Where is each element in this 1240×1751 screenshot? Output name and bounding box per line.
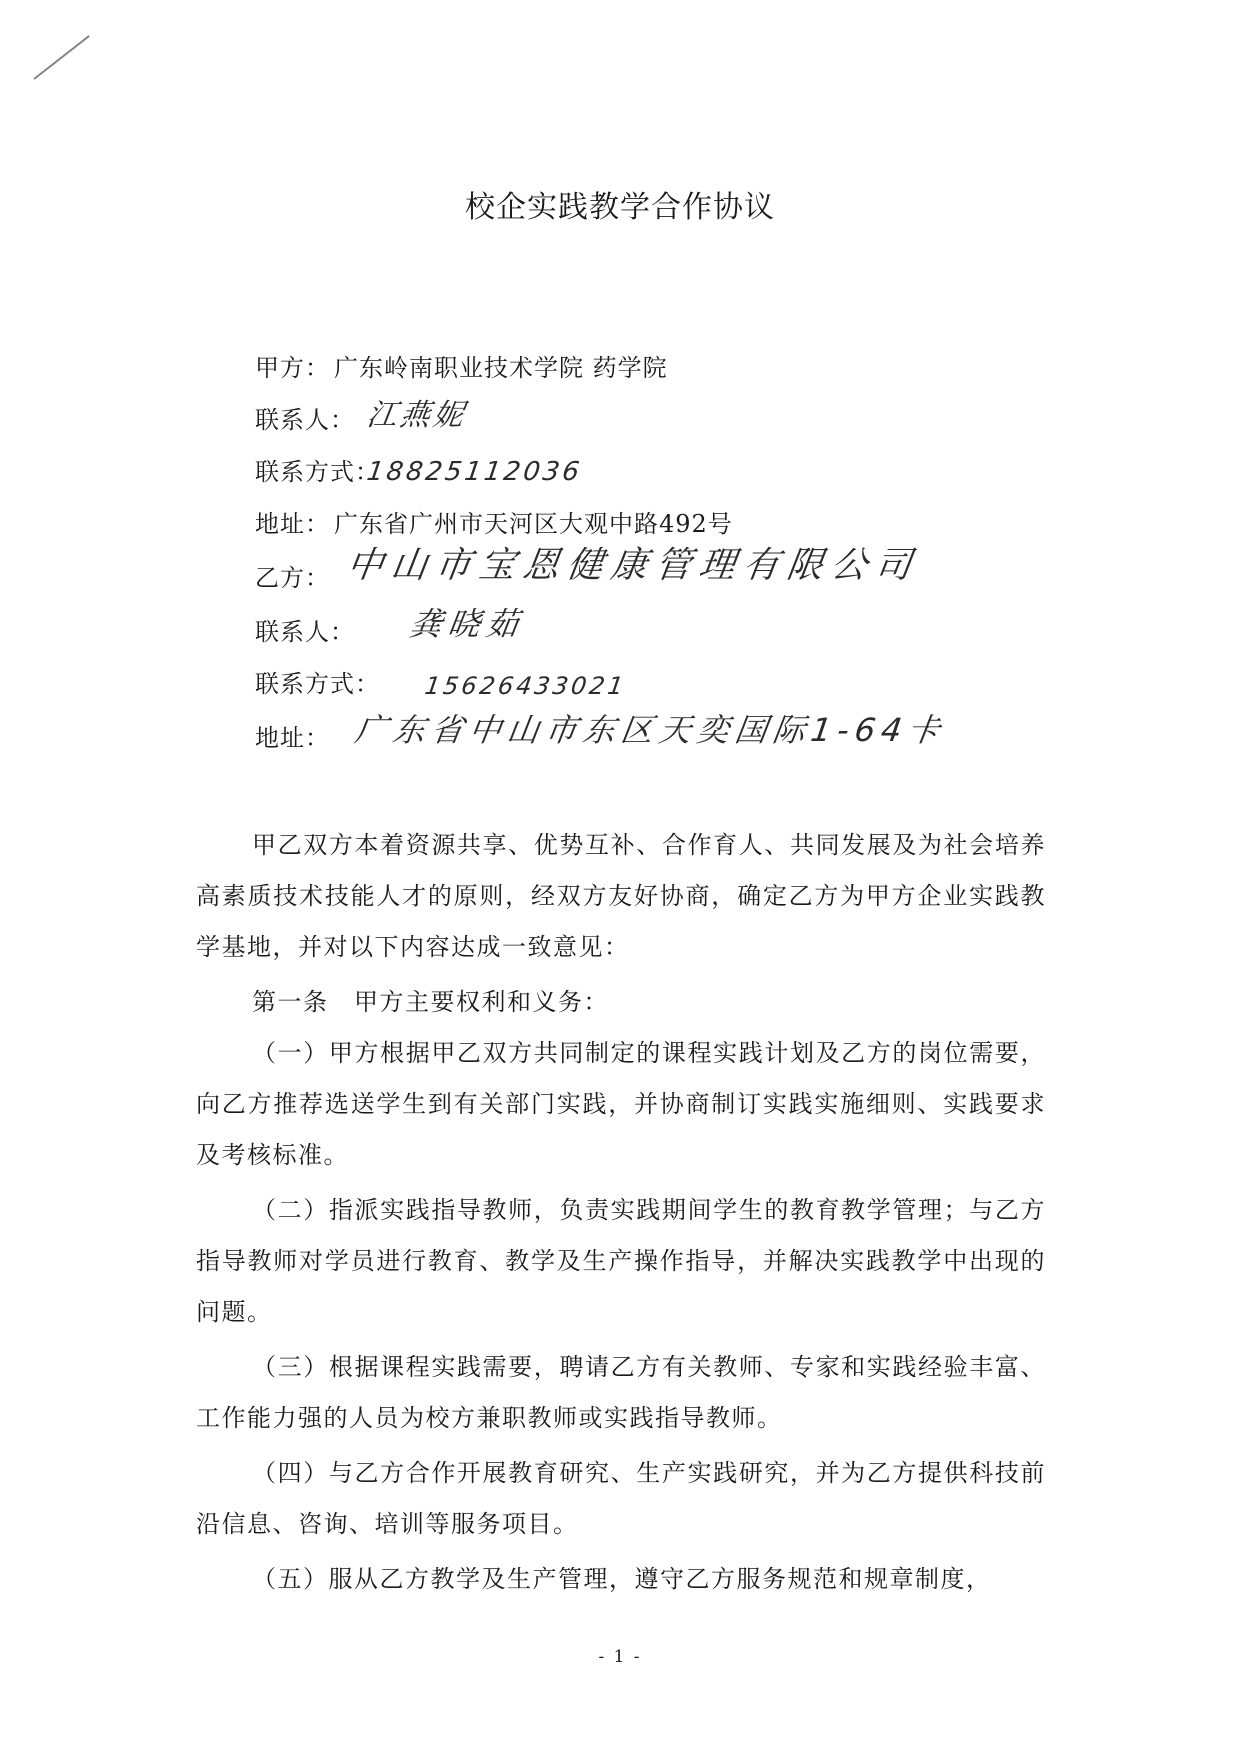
party-a-contact-handwritten: 江燕妮 [364, 398, 469, 433]
party-b-name-row [255, 545, 1155, 606]
party-a-phone-label: 联系方式： [255, 458, 380, 486]
article-1-item: （四）与乙方合作开展教育研究、生产实践研究，并为乙方提供科技前沿信息、咨询、培训等服务项目。 [196, 1459, 1046, 1538]
party-a-name: 广东岭南职业技术学院 药学院 [334, 354, 668, 382]
party-a-name-row [255, 342, 1155, 394]
article-1-item: （一）甲方根据甲乙双方共同制定的课程实践计划及乙方的岗位需要，向乙方推荐选送学生到有关部门实践，并协商制订实践实施细则、实践要求及考核标准。 [196, 1039, 1046, 1169]
party-b-phone-handwritten: 15626433021 [423, 672, 628, 700]
party-info-block [255, 342, 1155, 766]
article-1-item: （二）指派实践指导教师，负责实践期间学生的教育教学管理；与乙方指导教师对学员进行教育、教学及生产操作指导，并解决实践教学中出现的问题。 [196, 1196, 1046, 1326]
party-b-address-handwritten: 广东省中山市东区天奕国际1-64卡 [352, 711, 949, 749]
party-a-name-label: 甲方： [255, 354, 330, 382]
party-a-address: 广东省广州市天河区大观中路492号 [334, 510, 733, 538]
party-a-contact-label: 联系人： [255, 406, 355, 434]
party-b-contact-row [255, 606, 1155, 658]
party-b-address-row [255, 710, 1155, 766]
article-1-heading: 第一条 甲方主要权利和义务： [252, 988, 609, 1016]
party-b-phone-label: 联系方式： [255, 670, 380, 698]
party-b-name-label: 乙方： [255, 564, 330, 592]
party-a-contact-row [255, 394, 1155, 446]
page-title: 校企实践教学合作协议 [465, 190, 775, 225]
party-a-address-label: 地址： [255, 510, 330, 538]
party-b-contact-handwritten: 龚晓茹 [407, 605, 527, 643]
intro-paragraph: 甲乙双方本着资源共享、优势互补、合作育人、共同发展及为社会培养高素质技术技能人才的原则，经双方友好协商，确定乙方为甲方企业实践教学基地，并对以下内容达成一致意见： [196, 831, 1046, 961]
page-number: - 1 - [598, 1647, 642, 1667]
scan-pen-mark [33, 35, 89, 80]
party-b-name-handwritten: 中山市宝恩健康管理有限公司 [344, 545, 922, 586]
party-b-contact-label: 联系人： [255, 618, 355, 646]
article-1-item: （五）服从乙方教学及生产管理，遵守乙方服务规范和规章制度， [252, 1565, 992, 1593]
party-a-phone-handwritten: 18825112036 [364, 457, 585, 487]
party-a-phone-row [255, 446, 1155, 498]
party-b-address-label: 地址： [255, 724, 330, 752]
article-1-item: （三）根据课程实践需要，聘请乙方有关教师、专家和实践经验丰富、工作能力强的人员为校方兼职教师或实践指导教师。 [196, 1353, 1046, 1432]
agreement-body [196, 820, 1046, 1609]
